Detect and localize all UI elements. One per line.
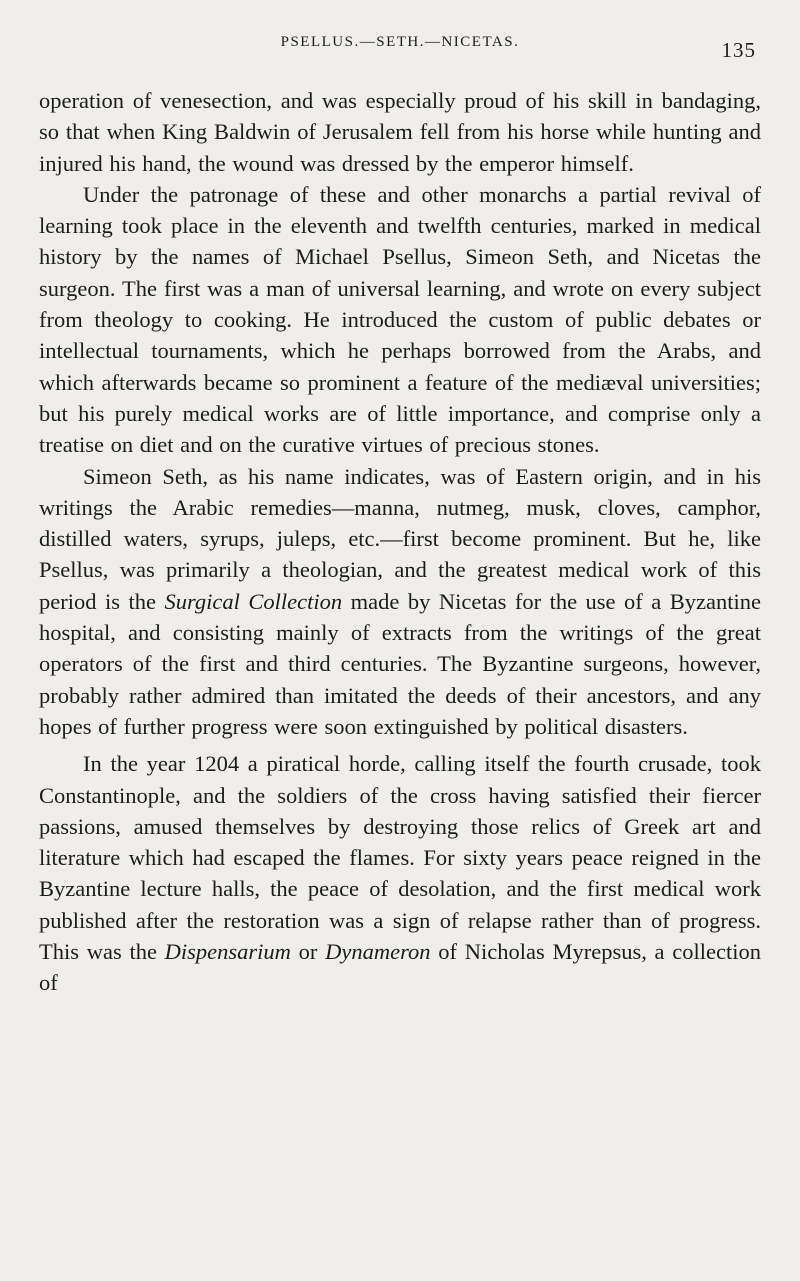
- body-text: [39, 85, 761, 999]
- italic-title-surgical-collection: Surgical Collection: [164, 588, 343, 614]
- italic-title-dispensarium: Dispensarium: [164, 939, 291, 965]
- text-run: In the year 1204 a piratical horde, calling itself the fourth crusade, took Constantinople, and the soldiers of the cross having satisfied their fiercer passions, amused themselves by destroying those relics of Greek art and literature which had escaped the flames. For sixty years peace reigned in the Byzantine lecture halls, the peace of desolation, and the first medical work published after the restoration was a sign of relapse rather than of progress. This was the: [39, 751, 761, 965]
- paragraph-simeon-seth: [39, 461, 761, 743]
- paragraph-patronage: Under the patronage of these and other monarchs a partial revival of learning took place in the eleventh and twelfth centuries, marked in medical history by the names of Michael Psellus, Simeon Seth, and Nicetas the surgeon. The first was a man of universal learning, and wrote on every subject from theology to cooking. He introduced the custom of public debates or intellectual tournaments, which he perhaps borrowed from the Arabs, and which afterwards became so prominent a feature of the mediæval universities; but his purely medical works are of little importance, and comprise only a treatise on diet and on the curative virtues of precious stones.: [39, 181, 761, 458]
- text-run: Simeon Seth, as his name indicates, was of Eastern origin, and in his writings the Arabic remedies—manna, nutmeg, musk, cloves, camphor, distilled waters, syrups, juleps, etc.—first become prominent. But he, like Psellus, was primarily a theologian, and the greatest medical work of this period is the: [39, 463, 761, 614]
- text-run: made by Nicetas for the use of a Byzantine hospital, and consisting mainly of extracts from the writings of the great operators of the first and third centuries. The Byzantine surgeons, however, probably rather admired than imitated the deeds of their ancestors, and any hopes of further progress were soon extinguished by political disasters.: [39, 588, 761, 739]
- text-run: or: [290, 939, 326, 965]
- paragraph-continued: operation of venesection, and was especially proud of his skill in bandaging, so that when King Baldwin of Jerusalem fell from his horse while hunting and injured his hand, the wound was dressed by the emperor himself.: [39, 88, 761, 176]
- text-run: of Nicholas Myrepsus, a collection of: [39, 939, 761, 996]
- running-head: [0, 34, 800, 62]
- page-number: 135: [721, 38, 756, 62]
- paragraph-fourth-crusade: [39, 748, 761, 998]
- running-title: PSELLUS.—SETH.—NICETAS.: [280, 34, 520, 50]
- italic-title-dynameron: Dynameron: [325, 939, 431, 965]
